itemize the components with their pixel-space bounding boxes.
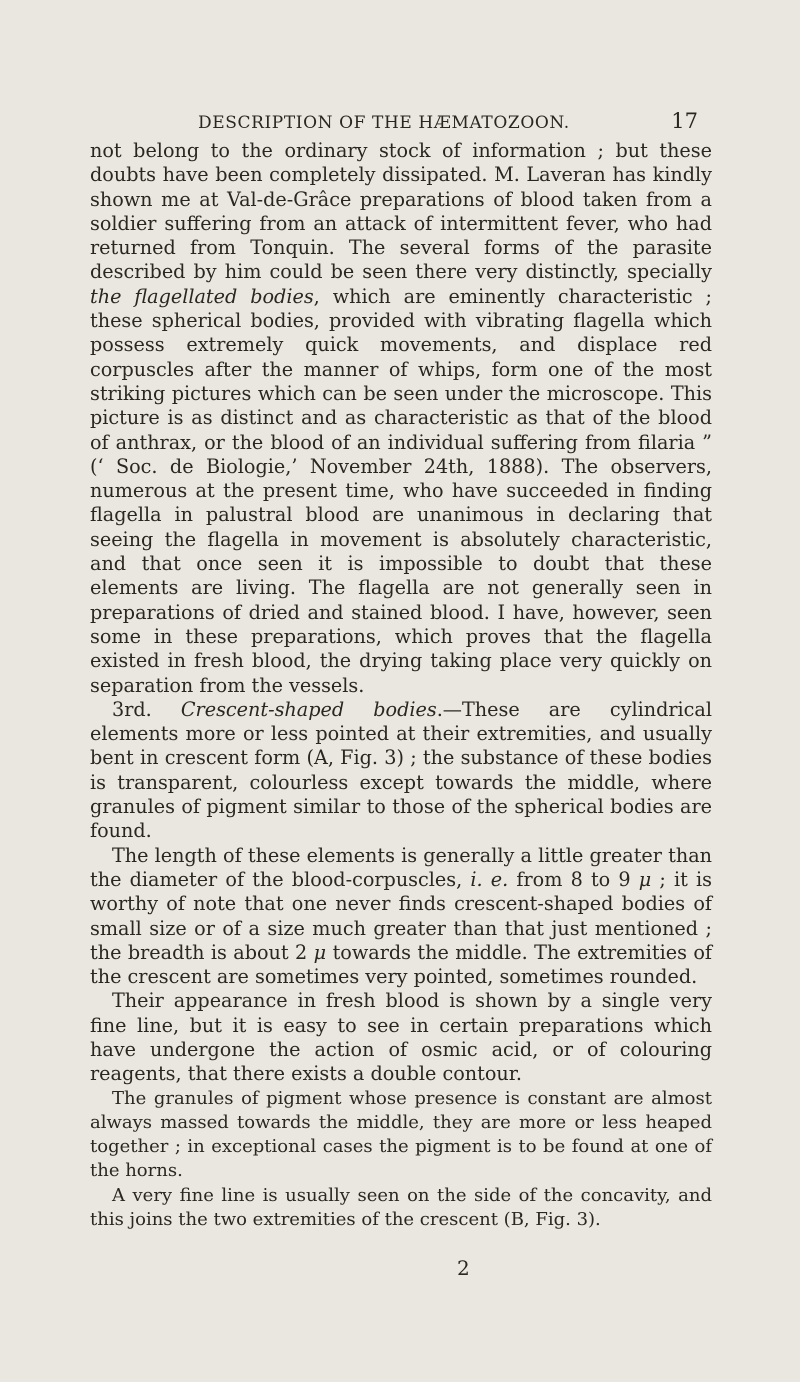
text-segment: , which are eminently characteristic ; these spherical bodies, provided with vibrating flagella which possess extremely quick movements, and displace red corpuscles after the manner of whips, form one of the most striking pictures which can be seen under the microscope. This picture is as distinct and as characteristic as that of the blood of anthrax, or the blood of an individual suffering from filaria ” (‘ Soc. de Biologie,’ November 24th, 1888). The observers, numerous at the present time, who have succeeded in finding flagella in palustral blood are unanimous in declaring that seeing the flagella in movement is absolutely characteristic, and that once seen it is impossible to doubt that these elements are living. The flagella are not generally seen in preparations of dried and stained blood. I have, however, seen some in these preparations, which proves that the flagella existed in fresh blood, the drying taking place very quickly on separation from the vessels. bbox=[90, 284, 712, 697]
text-segment: Their appearance in fresh blood is shown by a single very fine line, but it is easy to see in certain preparations which have undergone the action of osmic acid, or of colouring reagents, that there exists a double contour. bbox=[90, 989, 712, 1086]
paragraph-p1 bbox=[90, 139, 712, 698]
italic-text: the flagellated bodies bbox=[90, 284, 314, 308]
italic-text: μ bbox=[638, 867, 652, 891]
page-number: 17 bbox=[671, 109, 698, 133]
text-segment: The granules of pigment whose presence is constant are almost always massed towards the middle, they are more or less heaped together ; in exceptional cases the pigment is to be found at one of the horns. bbox=[90, 1087, 712, 1182]
body-text bbox=[90, 139, 712, 1232]
paragraph-p6 bbox=[90, 1184, 712, 1233]
italic-text: Crescent-shaped bodies bbox=[180, 697, 437, 721]
text-segment: .—These are cylindrical elements more or less pointed at their extremities, and usually bent in crescent form (A, Fig. 3) ; the substance of these bodies is transparent, colourless except towards the middle, where granules of pigment similar to those of the spherical bodies are found. bbox=[90, 697, 712, 843]
running-head: DESCRIPTION OF THE HÆMATOZOON. bbox=[198, 113, 570, 133]
text-segment: from 8 to 9 bbox=[508, 867, 639, 891]
signature-mark: 2 bbox=[457, 1256, 470, 1280]
paragraph-p4 bbox=[90, 989, 712, 1086]
italic-text: i. e. bbox=[470, 867, 509, 891]
text-segment: A very fine line is usually seen on the side of the concavity, and this joins the two extremities of the crescent (B, Fig. 3). bbox=[90, 1184, 712, 1231]
paragraph-p5 bbox=[90, 1087, 712, 1184]
text-segment: ; it is worthy of note that one never finds crescent-shaped bodies of small size or of a size much greater than that just mentioned ; the breadth is about 2 bbox=[90, 867, 712, 964]
paragraph-p3 bbox=[90, 844, 712, 990]
text-segment: towards the middle. The extremities of the crescent are sometimes very pointed, sometimes rounded. bbox=[90, 940, 712, 989]
paragraph-p2 bbox=[90, 698, 712, 844]
text-segment: 3rd. bbox=[112, 697, 181, 721]
text-segment: not belong to the ordinary stock of information ; but these doubts have been completely dissipated. M. Laveran has kindly shown me at Val-de-Grâce preparations of blood taken from a soldier suffering from an attack of intermittent fever, who had returned from Tonquin. The several forms of the parasite described by him could be seen there very distinctly, specially bbox=[90, 139, 712, 284]
text-segment: The length of these elements is generally a little greater than the diameter of the blood-corpuscles, bbox=[90, 843, 712, 891]
italic-text: μ bbox=[313, 940, 327, 964]
